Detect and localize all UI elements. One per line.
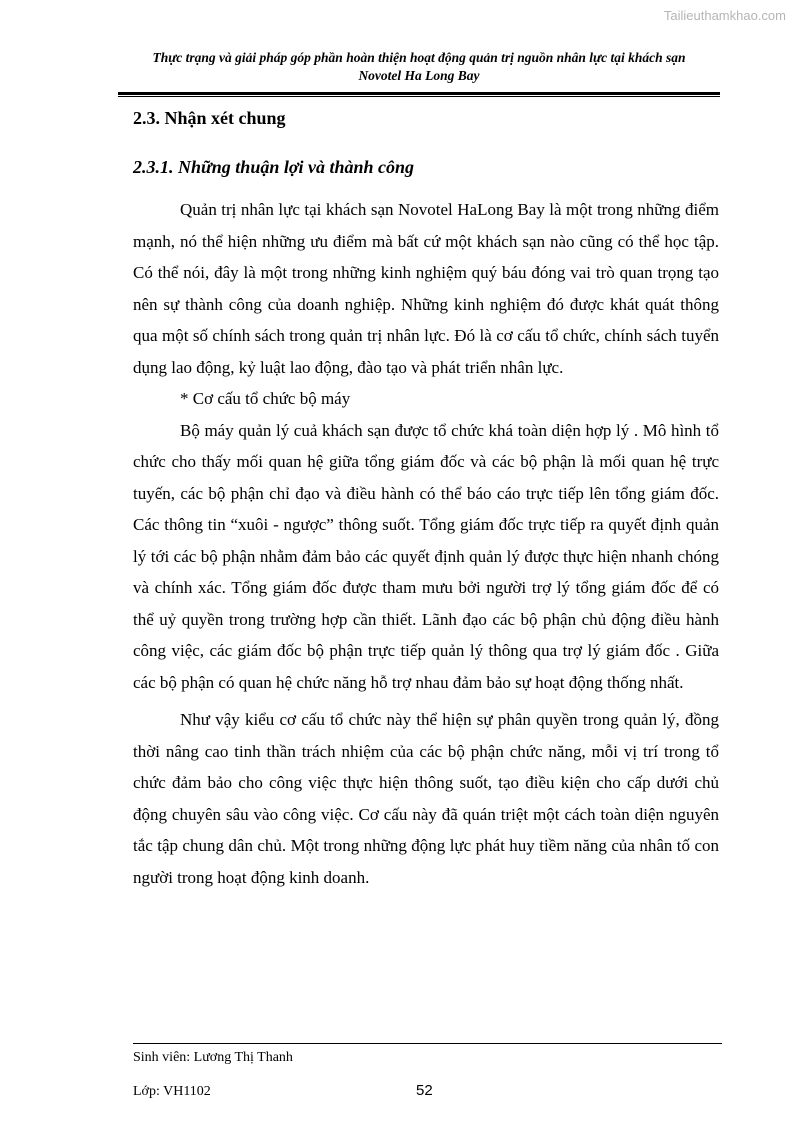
paragraph: Quản trị nhân lực tại khách sạn Novotel HaLong Bay là một trong những điểm mạnh, nó thể hiện những ưu điểm mà bất cứ một khách sạn nào cũng có thể học tập. Có thể nói, đây là một trong những kinh nghiệm quý báu đóng vai trò quan trọng tạo nên sự thành công của doanh nghiệp. Những kinh nghiệm đó được khát quát thông qua một số chính sách trong quản trị nhân lực. Đó là cơ cấu tổ chức, chính sách tuyển dụng lao động, kỷ luật lao động, đào tạo và phát triển nhân lực. (133, 200, 719, 377)
header-rule-thick (118, 92, 720, 95)
footer-rule (133, 1043, 722, 1044)
running-header (118, 49, 720, 85)
footer-class: Lớp: VH1102 (133, 1084, 211, 1099)
subsection-title: 2.3.1. Những thuận lợi và thành công (133, 157, 415, 177)
body-text (133, 194, 719, 893)
paragraph: Bộ máy quản lý cuả khách sạn được tổ chức khá toàn diện hợp lý . Mô hình tổ chức cho thấy mối quan hệ giữa tổng giám đốc và các bộ phận là mối quan hệ trực tuyến, các bộ phận chỉ đạo và điều hành có thể báo cáo trực tiếp lên tổng giám đốc. Các thông tin “xuôi - ngược” thông suốt. Tổng giám đốc trực tiếp ra quyết định quản lý tới các bộ phận nhằm đảm bảo các quyết định quản lý được thực hiện nhanh chóng và chính xác. Tổng giám đốc được tham mưu bởi người trợ lý tổng giám đốc để có thể uỷ quyền trong trường hợp cần thiết. Lãnh đạo các bộ phận chủ động điều hành công việc, các giám đốc bộ phận trực tiếp quản lý thông qua trợ lý giám đốc . Giữa các bộ phận có quan hệ chức năng hỗ trợ nhau đảm bảo sự hoạt động thống nhất. (133, 420, 719, 692)
section-title: 2.3. Nhận xét chung (133, 108, 286, 128)
paragraph-bullet-heading: * Cơ cấu tổ chức bộ máy (180, 389, 351, 408)
page-number: 52 (416, 1082, 433, 1099)
header-line-2: Novotel Ha Long Bay (358, 68, 480, 83)
paragraph: Như vậy kiểu cơ cấu tổ chức này thể hiện sự phân quyền trong quản lý, đồng thời nâng cao tinh thần trách nhiệm của các bộ phận chức năng, mỗi vị trí trong tổ chức đảm bảo cho công việc thực hiện thông suốt, tạo điều kiện cho cấp dưới chủ động chuyên sâu vào công việc. Cơ cấu này đã quán triệt một cách toàn diện nguyên tắc tập chung dân chủ. Một trong những động lực phát huy tiềm năng của nhân tố con người trong hoạt động kinh doanh. (133, 710, 719, 887)
watermark: Tailieuthamkhao.com (663, 8, 786, 23)
header-rule-thin (118, 96, 720, 97)
footer-student: Sinh viên: Lương Thị Thanh (133, 1050, 293, 1065)
header-line-1: Thực trạng và giải pháp góp phần hoàn thiện hoạt động quản trị nguồn nhân lực tại khách sạn (152, 50, 686, 65)
